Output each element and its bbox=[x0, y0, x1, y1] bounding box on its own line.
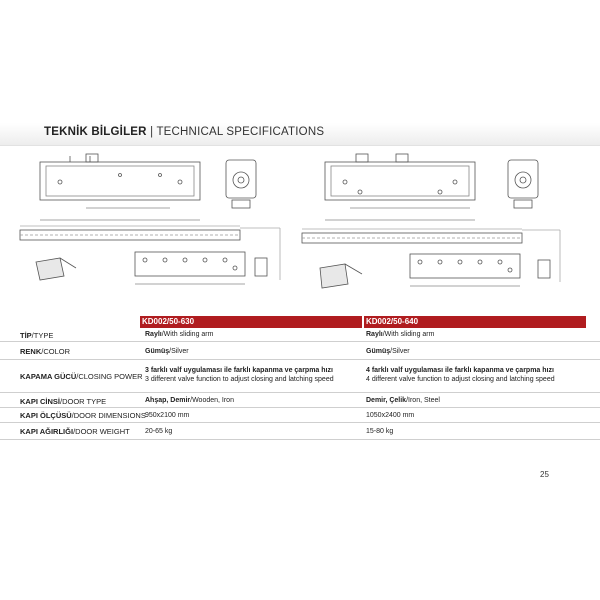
closer-body-drawing-left bbox=[40, 154, 200, 220]
end-view-drawing-left bbox=[226, 160, 256, 208]
type-630: Raylı/With sliding arm bbox=[145, 331, 214, 338]
color-630: Gümüş/Silver bbox=[145, 348, 189, 355]
model-header-640: KD002/50-640 bbox=[364, 316, 586, 328]
page-number: 25 bbox=[540, 470, 549, 479]
spec-row-type bbox=[0, 328, 600, 342]
arm-bracket-drawing-right bbox=[320, 264, 362, 288]
model-header-630: KD002/50-630 bbox=[140, 316, 362, 328]
door-type-640: Demir, Çelik/Iron, Steel bbox=[366, 397, 440, 404]
door-dimensions-640: 1050x2400 mm bbox=[366, 412, 415, 419]
spec-row-closing-power bbox=[0, 360, 600, 393]
door-weight-640: 15-80 kg bbox=[366, 428, 394, 435]
spec-row-color bbox=[0, 342, 600, 360]
row-label-color: RENK/COLOR bbox=[20, 347, 71, 356]
closing-power-630: 3 farklı valf uygulaması ile farklı kapanma ve çarpma hızı 3 different valve function to adjust closing and latching speed bbox=[145, 367, 334, 383]
technical-drawings bbox=[0, 150, 600, 310]
end-view-drawing-right bbox=[508, 160, 538, 208]
type-640: Raylı/With sliding arm bbox=[366, 331, 435, 338]
door-weight-630: 20-65 kg bbox=[145, 428, 173, 435]
title-turkish: TEKNİK BİLGİLER bbox=[44, 126, 147, 138]
row-label-door-type: KAPI CİNSİ/DOOR TYPE bbox=[20, 397, 107, 406]
mounting-plate-drawing-right bbox=[410, 254, 550, 286]
spec-row-door-weight bbox=[0, 423, 600, 440]
spec-row-door-dimensions bbox=[0, 408, 600, 423]
row-label-door-weight: KAPI AĞIRLIĞI/DOOR WEIGHT bbox=[20, 427, 130, 436]
door-type-630: Ahşap, Demir/Wooden, Iron bbox=[145, 397, 234, 404]
row-label-door-dimensions: KAPI ÖLÇÜSÜ/DOOR DIMENSIONS bbox=[20, 411, 146, 420]
door-dimensions-630: 950x2100 mm bbox=[145, 412, 190, 419]
color-640: Gümüş/Silver bbox=[366, 348, 410, 355]
row-label-closing-power: KAPAMA GÜCÜ/CLOSING POWER bbox=[20, 372, 143, 381]
title-separator: | bbox=[150, 126, 154, 138]
spec-row-door-type bbox=[0, 393, 600, 408]
title-english: TECHNICAL SPECIFICATIONS bbox=[156, 126, 325, 138]
closing-power-640: 4 farklı valf uygulaması ile farklı kapanma ve çarpma hızı 4 different valve function to adjust closing and latching speed bbox=[366, 367, 555, 383]
page-title bbox=[44, 126, 324, 138]
mounting-plate-drawing-left bbox=[135, 252, 267, 284]
row-label-type: TİP/TYPE bbox=[20, 331, 54, 340]
arm-bracket-drawing-left bbox=[36, 258, 76, 280]
closer-body-drawing-right bbox=[325, 154, 475, 220]
